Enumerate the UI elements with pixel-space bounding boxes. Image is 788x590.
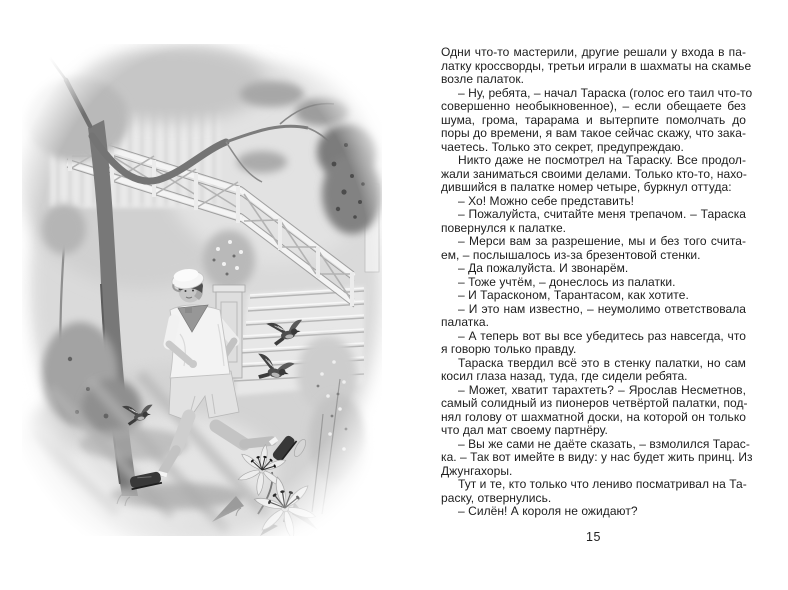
text-line: – Тоже учтём, – донеслось из палатки. (458, 274, 676, 289)
text-line: самый солидный из пионеров четвёртой палатки, под- (441, 396, 748, 410)
text-line: – Силён! А короля не ожидают? (458, 504, 638, 518)
text-line: жали заниматься своими делами. Только кто-то, нахо- (441, 166, 747, 181)
paragraph (441, 45, 752, 87)
text-line: Никто даже не посмотрел на Тараску. Все продол- (458, 153, 746, 167)
text-line: совершенно необыкновенное), – если обещаете без (441, 99, 746, 113)
edge-fade (22, 44, 382, 536)
text-line: – Может, хватит тарахтеть? – Ярослав Несметнов, (458, 382, 746, 397)
paragraph (441, 154, 746, 195)
text-line: что дал мат своему партнёру. (441, 423, 608, 437)
paragraph (441, 303, 746, 330)
text-line: – Мерси вам за разрешение, мы и без того счита- (458, 234, 746, 248)
text-line: нял голову от шахматной доски, на которой он только (441, 409, 746, 424)
text-line: – А теперь вот вы все убедитесь раз навсегда, что (458, 328, 746, 343)
text-line: Тут и те, кто только что лениво посматривал на Та- (458, 477, 747, 491)
text-line: поры до времени, я вам такое сейчас скажу, что зака- (441, 126, 746, 140)
text-column (441, 45, 753, 519)
text-line: чаетесь. Только это секрет, предупреждаю. (441, 139, 684, 154)
text-line: палатка. (441, 315, 490, 329)
text-line: раску, отвернулись. (441, 490, 552, 505)
paragraph (441, 195, 746, 209)
paragraph (441, 357, 746, 384)
text-line: – Пожалуйста, считайте меня трепачом. – Тараска (458, 207, 746, 221)
paragraph (441, 436, 753, 479)
paragraph (441, 478, 746, 505)
text-line: – И Тарасконом, Тарантасом, как хотите. (458, 288, 689, 302)
text-line: дившийся в палатке номер четыре, буркнул оттуда: (441, 180, 732, 194)
page-number: 15 (586, 530, 601, 544)
paragraph (441, 208, 746, 235)
paragraph (441, 289, 746, 303)
illustration (22, 44, 382, 536)
text-line: Тараска твердил всё это в стенку палатки, но сам (458, 355, 746, 370)
text-line: ем, – послышалось из-за брезентовой стенки. (441, 247, 701, 262)
paragraph (441, 330, 746, 357)
text-line: – Вы же сами не даёте сказать, – взмолился Тарас- (458, 436, 750, 451)
text-line: я говорю только правду. (441, 342, 577, 356)
text-line: – Хо! Можно себе представить! (458, 193, 635, 208)
paragraph (441, 276, 746, 290)
text-line: косил глаза назад, туда, где сидели ребята. (441, 369, 688, 383)
text-line: – И это нам известно, – неумолимо ответствовала (458, 301, 746, 316)
text-line: – Ну, ребята, – начал Тараска (голос его таил что-то (458, 85, 753, 100)
text-line: Одни что-то мастерили, другие решали у входа в па- (441, 45, 746, 59)
text-line: повернулся к палатке. (441, 220, 567, 235)
paragraph (441, 235, 746, 262)
text-line: шума, грома, тарарама и вытерпите помолчать до (441, 112, 746, 127)
text-line: ка. – Так вот имейте в виду: у нас будет жить принц. Из (441, 450, 753, 464)
text-line: Джунгахоры. (441, 463, 513, 478)
text-line: возле палаток. (441, 72, 525, 86)
text-line: – Да пожалуйста. И звонарём. (458, 261, 629, 275)
paragraph (441, 85, 753, 155)
text-line: латку кроссворды, третьи играли в шахматы на скамье (441, 58, 752, 73)
paragraph (441, 384, 746, 438)
paragraph (441, 262, 746, 276)
paragraph (441, 505, 746, 519)
